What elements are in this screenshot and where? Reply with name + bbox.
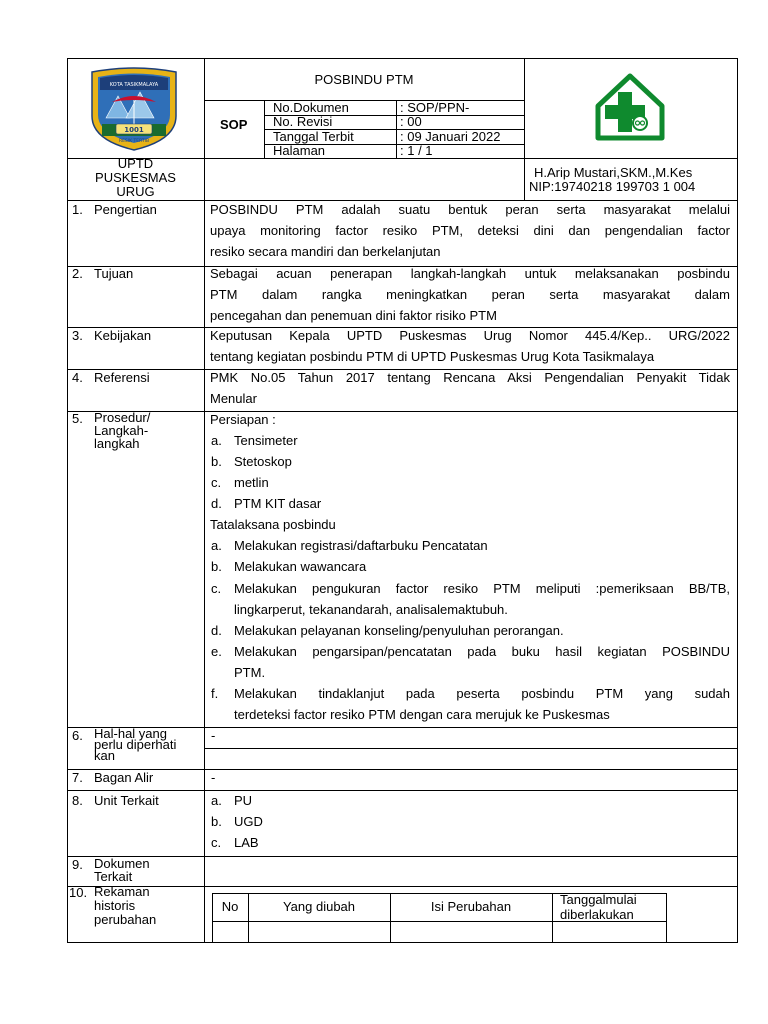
list-marker: c. [211, 835, 222, 850]
section-label: Kebijakan [94, 328, 152, 343]
svg-text:RESIK TERTIB: RESIK TERTIB [118, 139, 150, 144]
tatalaksana-item: Melakukan pengarsipan/pencatatan pada buku hasil kegiatan POSBINDU [234, 644, 730, 659]
meta-label: Tanggal Terbit [273, 129, 354, 144]
list-marker: d. [211, 496, 222, 511]
list-marker: b. [211, 814, 222, 829]
meta-value: : SOP/PPN- [400, 100, 470, 115]
list-marker: e. [211, 644, 222, 659]
list-marker: a. [211, 793, 222, 808]
signer-name: H.Arip Mustari,SKM.,M.Kes [534, 165, 693, 180]
list-marker: b. [211, 454, 222, 469]
tatalaksana-item: Melakukan registrasi/daftarbuku Pencatatan [234, 538, 488, 553]
unit-item: PU [234, 793, 253, 808]
section-number: 8. [72, 793, 83, 808]
meta-label: No. Revisi [273, 114, 333, 129]
meta-label: Halaman [273, 143, 326, 158]
tatalaksana-title: Tatalaksana posbindu [210, 517, 336, 532]
section-value: - [211, 770, 216, 785]
section-number: 6. [72, 728, 83, 743]
table-header-isi-perubahan: Isi Perubahan [430, 899, 512, 914]
referensi-line: PMK No.05 Tahun 2017 tentang Rencana Aksi Pengendalian Penyakit Tidak [210, 370, 730, 385]
list-marker: b. [211, 559, 222, 574]
list-marker: c. [211, 581, 222, 596]
unit-item: UGD [234, 814, 263, 829]
meta-value: : 00 [400, 114, 422, 129]
section-label: Referensi [94, 370, 150, 385]
pengertian-line: POSBINDU PTM adalah suatu bentuk peran serta masyarakat melalui [210, 202, 730, 217]
list-marker: c. [211, 475, 222, 490]
section-number: 7. [72, 770, 83, 785]
tatalaksana-item: terdeteksi factor resiko PTM dengan cara merujuk ke Puskesmas [234, 707, 610, 722]
kebijakan-line: tentang kegiatan posbindu PTM di UPTD Puskesmas Urug Kota Tasikmalaya [210, 349, 655, 364]
kebijakan-line: Keputusan Kepala UPTD Puskesmas Urug Nomor 445.4/Kep.. URG/2022 [210, 328, 730, 343]
table-header-no: No [221, 899, 239, 914]
svg-text:1001: 1001 [124, 126, 144, 134]
persiapan-title: Persiapan : [210, 412, 276, 427]
tujuan-line: Sebagai acuan penerapan langkah-langkah untuk melaksanakan posbindu [210, 266, 730, 281]
puskesmas-logo [588, 68, 672, 148]
tatalaksana-item: Melakukan pelayanan konseling/penyuluhan perorangan. [234, 623, 564, 638]
section-number: 4. [72, 370, 83, 385]
list-marker: a. [211, 538, 222, 553]
section-number: 3. [72, 328, 83, 343]
pengertian-line: upaya monitoring factor resiko PTM, deteksi dini dan pengendalian factor [210, 223, 730, 238]
org-name: UPTD PUSKESMAS URUG [95, 156, 176, 199]
signer-nip: NIP:19740218 199703 1 004 [529, 179, 696, 194]
section-label: Unit Terkait [94, 793, 159, 808]
section-label: Dokumen Terkait [94, 856, 150, 884]
section-label: Hal-hal yang perlu diperhati kan [94, 726, 177, 763]
section-label: Bagan Alir [94, 770, 154, 785]
tatalaksana-item: Melakukan pengukuran factor resiko PTM meliputi :pemeriksaan BB/TB, [234, 581, 730, 596]
section-number: 5. [72, 411, 83, 426]
persiapan-item: Tensimeter [234, 433, 298, 448]
tujuan-line: pencegahan dan penemuan dini faktor risiko PTM [210, 308, 497, 323]
city-seal-logo [86, 66, 182, 152]
unit-item: LAB [234, 835, 259, 850]
referensi-line: Menular [210, 391, 257, 406]
section-value: - [211, 728, 216, 743]
svg-text:KOTA TASIKMALAYA: KOTA TASIKMALAYA [109, 82, 159, 88]
tatalaksana-item: Melakukan wawancara [234, 559, 367, 574]
meta-value: : 1 / 1 [400, 143, 433, 158]
section-label: Prosedur/ Langkah- langkah [94, 410, 151, 451]
section-number: 1. [72, 202, 83, 217]
section-number: 10. [69, 885, 88, 900]
list-marker: a. [211, 433, 222, 448]
table-header-tanggal: Tanggalmulai diberlakukan [560, 892, 637, 922]
section-number: 9. [72, 857, 83, 872]
section-label: Rekaman historis perubahan [94, 884, 157, 927]
persiapan-item: PTM KIT dasar [234, 496, 322, 511]
tatalaksana-item: lingkarperut, tekanandarah, analisalemaktubuh. [234, 602, 508, 617]
section-label: Tujuan [94, 266, 134, 281]
list-marker: f. [211, 686, 219, 701]
sop-label: SOP [220, 117, 248, 132]
meta-label: No.Dokumen [273, 100, 349, 115]
pengertian-line: resiko secara mandiri dan berkelanjutan [210, 244, 441, 259]
document-title: POSBINDU PTM [314, 72, 414, 87]
tatalaksana-item: PTM. [234, 665, 266, 680]
table-header-yang-diubah: Yang diubah [282, 899, 356, 914]
tatalaksana-item: Melakukan tindaklanjut pada peserta posbindu PTM yang sudah [234, 686, 730, 701]
section-number: 2. [72, 266, 83, 281]
meta-value: : 09 Januari 2022 [400, 129, 501, 144]
tujuan-line: PTM dalam rangka meningkatkan peran serta masyarakat dalam [210, 287, 730, 302]
list-marker: d. [211, 623, 222, 638]
persiapan-item: metlin [234, 475, 269, 490]
persiapan-item: Stetoskop [234, 454, 292, 469]
section-label: Pengertian [94, 202, 157, 217]
